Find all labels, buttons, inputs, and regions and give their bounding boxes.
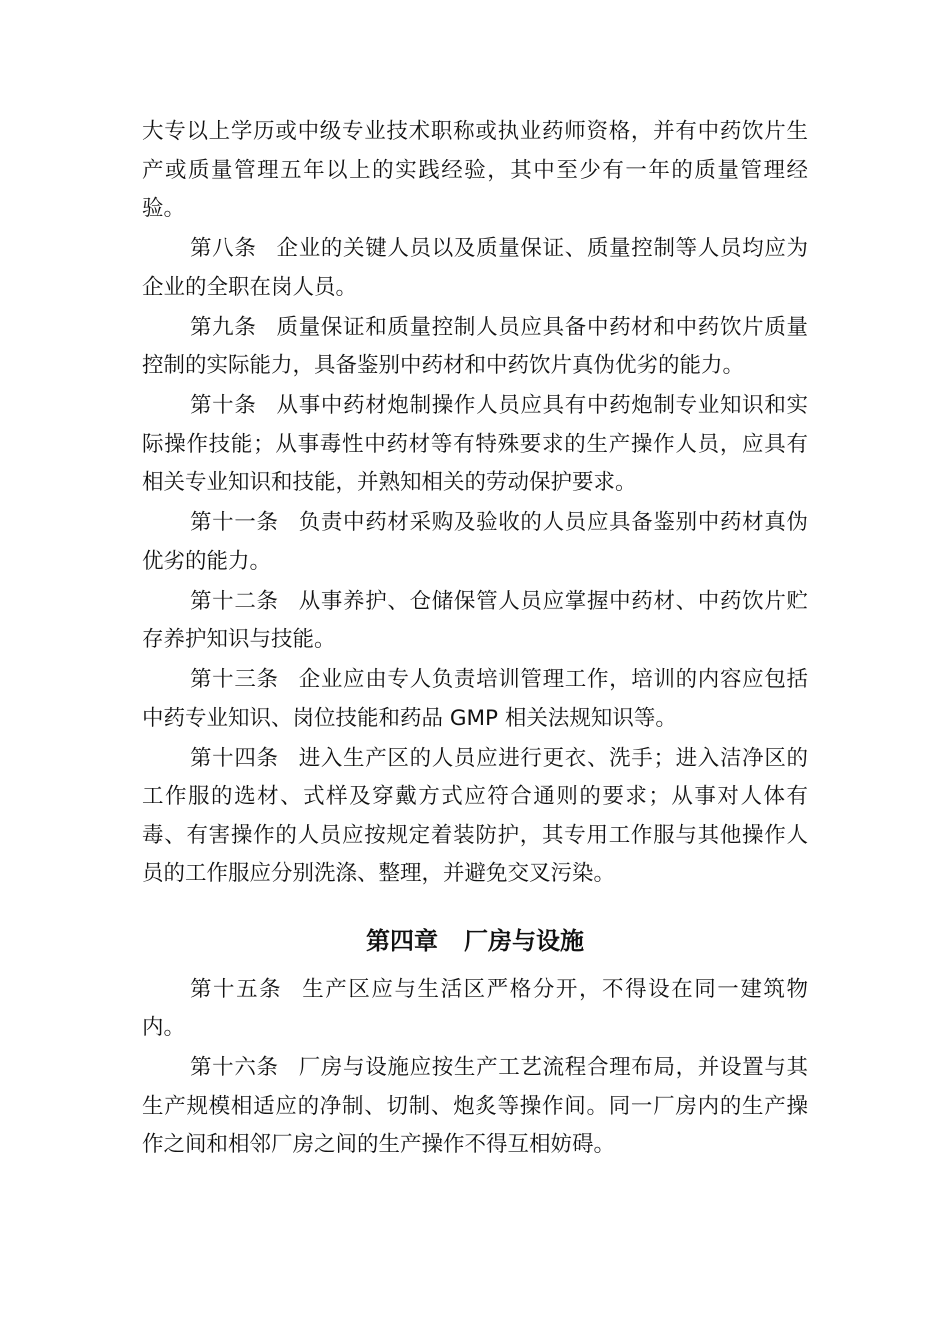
article-11 [142,504,808,581]
article-9 [142,309,808,386]
chapter-title: 厂房与设施 [464,926,584,955]
article-text: 进入生产区的人员应进行更衣、洗手；进入洁净区的工作服的选材、式样及穿戴方式应符合通则的要求；从事对人体有毒、有害操作的人员应按规定着装防护，其专用工作服与其他操作人员的工作服应分别洗涤、整理，并避免交叉污染。 [142,745,808,886]
article-number: 第十四条 [190,745,279,771]
document-page [142,113,808,1166]
article-number: 第十六条 [190,1055,279,1080]
article-8 [142,230,808,307]
article-16 [142,1049,808,1165]
article-number: 第十三条 [190,667,279,692]
chapter-heading [142,921,808,961]
article-text: 厂房与设施应按生产工艺流程合理布局，并设置与其生产规模相适应的净制、切制、炮炙等操作间。同一厂房内的生产操作之间和相邻厂房之间的生产操作不得互相妨碍。 [142,1055,808,1157]
article-text: 负责中药材采购及验收的人员应具备鉴别中药材真伪优劣的能力。 [142,510,808,574]
continuation-paragraph: 大专以上学历或中级专业技术职称或执业药师资格，并有中药饮片生产或质量管理五年以上的实践经验，其中至少有一年的质量管理经验。 [142,119,808,221]
article-number: 第十二条 [190,588,279,614]
article-text: 从事养护、仓储保管人员应掌握中药材、中药饮片贮存养护知识与技能。 [142,588,808,652]
article-text: 从事中药材炮制操作人员应具有中药炮制专业知识和实际操作技能；从事毒性中药材等有特殊要求的生产操作人员，应具有相关专业知识和技能，并熟知相关的劳动保护要求。 [142,393,808,495]
article-text: 生产区应与生活区严格分开，不得设在同一建筑物内。 [142,976,808,1040]
article-text: 企业的关键人员以及质量保证、质量控制等人员均应为企业的全职在岗人员。 [142,236,808,300]
article-number: 第十一条 [190,510,279,535]
article-text: 质量保证和质量控制人员应具备中药材和中药饮片质量控制的实际能力，具备鉴别中药材和中药饮片真伪优劣的能力。 [142,314,808,378]
article-number: 第十五条 [190,976,283,1002]
article-number: 第八条 [190,236,257,261]
article-text: 企业应由专人负责培训管理工作，培训的内容应包括中药专业知识、岗位技能和药品 GMP 相关法规知识等。 [142,667,808,731]
article-number: 第九条 [190,314,257,340]
article-13 [142,661,808,738]
chapter-number: 第四章 [366,926,438,955]
article-15 [142,971,808,1048]
article-12 [142,583,808,660]
article-number: 第十条 [190,393,257,418]
article-14 [142,740,808,894]
article-10 [142,387,808,503]
